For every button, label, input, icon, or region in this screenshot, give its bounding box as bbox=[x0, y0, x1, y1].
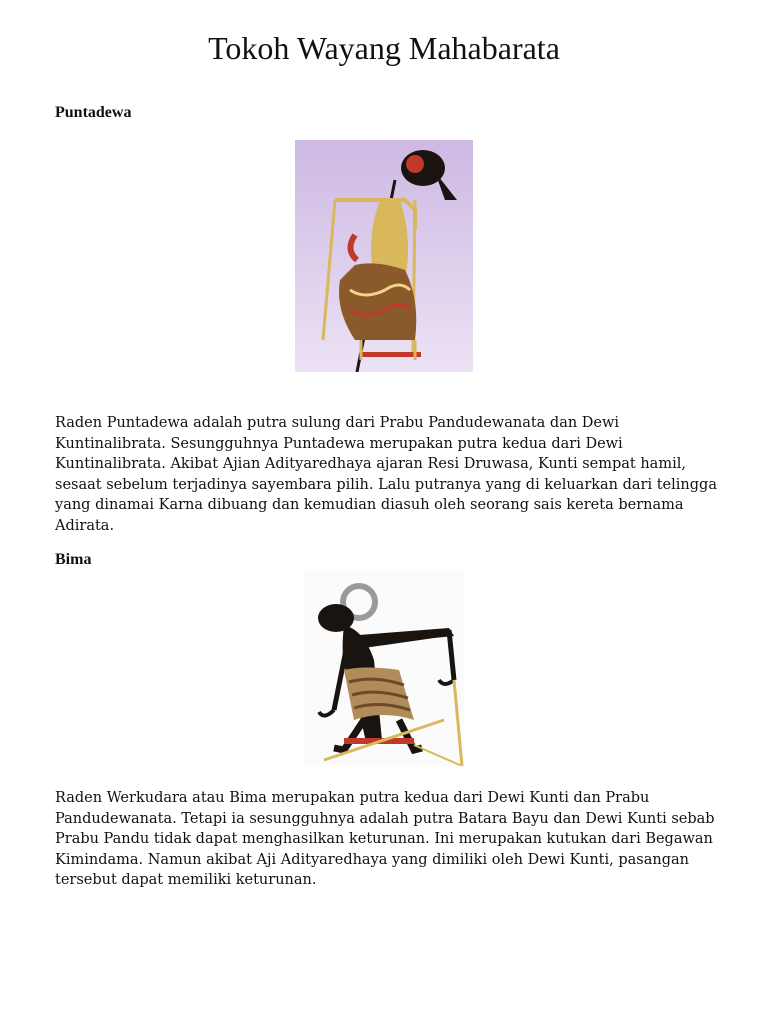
paragraph-bima: Raden Werkudara atau Bima merupakan putra kedua dari Dewi Kunti dan Prabu Pandudewanata. Tetapi ia sesungguhnya adalah putra Batara Bayu dan Dewi Kunti sebab Prabu Pandu tidak dapat menghasilkan keturunan. Ini merupakan kutukan dari Begawan Kimindama. Namun akibat Aji Adityaredhaya yang dimiliki oleh Dewi Kunti, pasangan tersebut dapat memiliki keturunan. bbox=[55, 790, 715, 888]
page-title: Tokoh Wayang Mahabarata bbox=[208, 30, 560, 66]
paragraph-puntadewa: Raden Puntadewa adalah putra sulung dari Prabu Pandudewanata dan Dewi Kuntinalibrata. Sesungguhnya Puntadewa merupakan putra kedua dari Dewi Kuntinalibrata. Akibat Ajian Adityaredhaya ajaran Resi Druwasa, Kunti sempat hamil, sesaat sebelum terjadinya sayembara pilih. Lalu putranya yang di keluarkan dari telingga yang dinamai Karna dibuang dan kemudian diasuh oleh seorang sais kereta bernama Adirata. bbox=[55, 415, 717, 534]
section-heading-bima: Bima bbox=[55, 551, 92, 568]
puntadewa-image bbox=[295, 140, 473, 372]
section-heading-puntadewa: Puntadewa bbox=[55, 104, 132, 121]
bima-image bbox=[304, 570, 464, 766]
